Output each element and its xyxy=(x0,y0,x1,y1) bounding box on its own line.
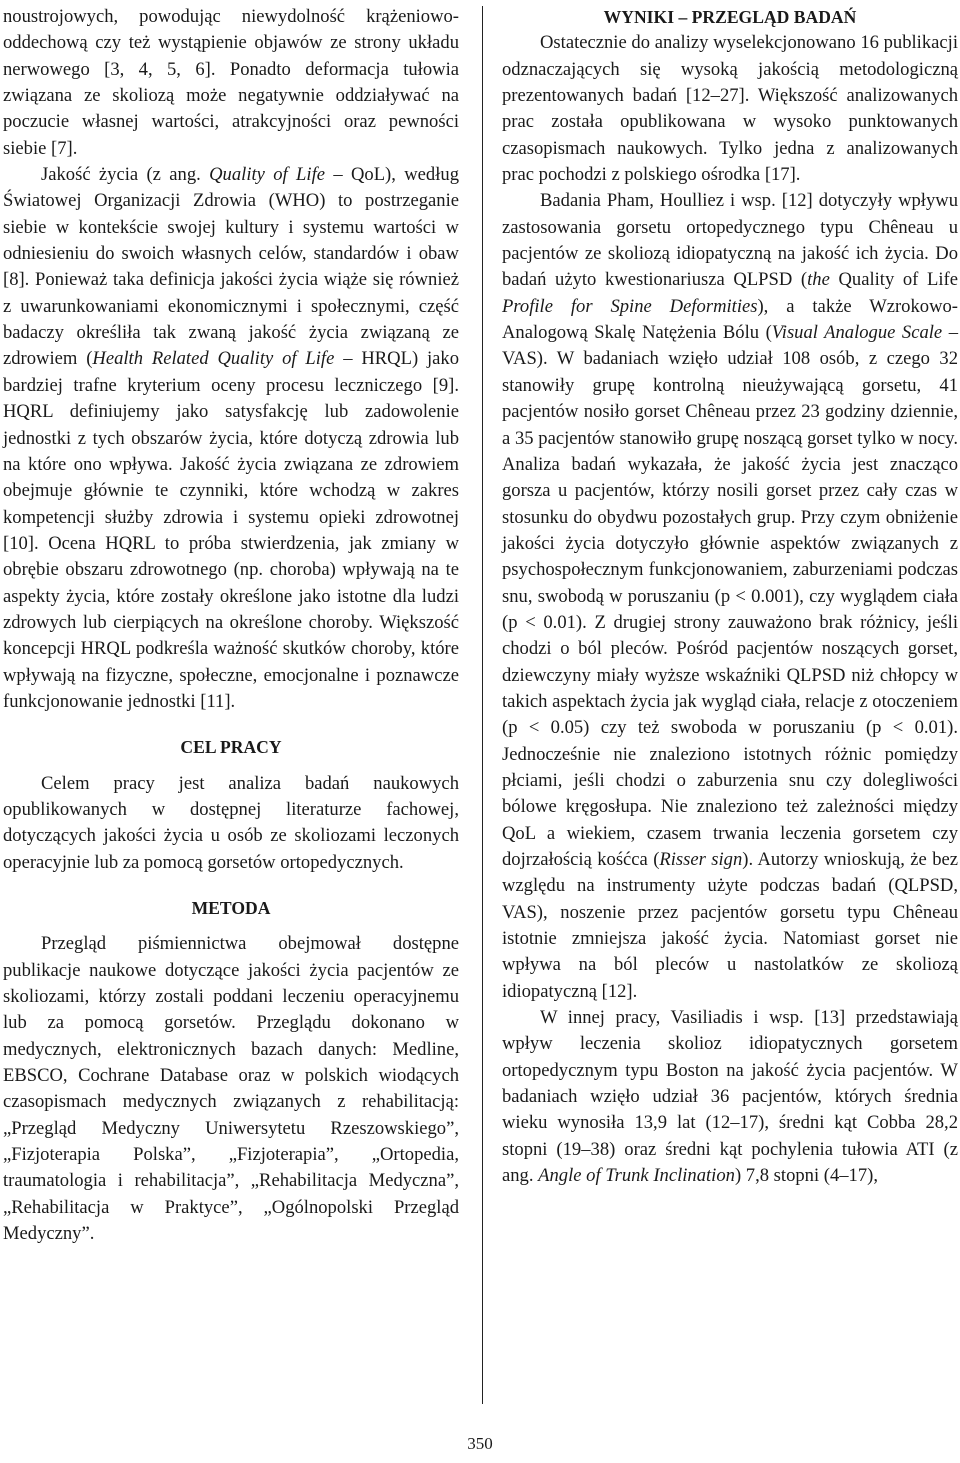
right-column xyxy=(502,4,958,1189)
heading-wyniki: WYNIKI – PRZEGLĄD BADAŃ xyxy=(603,7,857,27)
paragraph-method: Przegląd piśmiennictwa obejmował dostępne publikacje naukowe dotyczące jakości życia pacjentów ze skoliozami, którzy zostali poddani leczeniu operacyjnemu lub za pomocą gorsetów. Przeglądu dokonano w medycznych, elektronicznych bazach danych: Medline, EBSCO, Cochrane Database oraz w polskich wiodących czasopismach medycznych związanych z rehabilitacją: „Przegląd Medyczny Uniwersytetu Rzeszowskiego”, „Fizjoterapia Polska”, „Fizjoterapia”, „Ortopedia, traumatologia i rehabilitacja”, „Rehabilitacja Medyczna”, „Rehabilitacja w Praktyce”, „Ogólnopolski Przegląd Medyczny”. xyxy=(3,933,459,1245)
heading-cel-pracy: CEL PRACY xyxy=(180,737,282,758)
paragraph-aim: Celem pracy jest analiza badań naukowych opublikowanych w dostępnej literaturze fachowej, dotyczących jakości życia u osób ze skoliozami leczonych operacyjnie lub za pomocą gorsetów ortopedycznych. xyxy=(3,772,459,873)
page-number: 350 xyxy=(467,1434,493,1453)
left-column xyxy=(3,4,459,1247)
paragraph-pham-study: Badania Pham, Houlliez i wsp. [12] dotyczyły wpływu zastosowania gorsetu ortopedycznego typu Chêneau u pacjentów ze skoliozą idiopatyczną na jakość ich życia. Do badań użyto kwestionariusza QLPSD (the Quality of Life Profile for Spine Deformities), a także Wzrokowo-Analogową Skalę Natężenia Bólu (Visual Analogue Scale – VAS). W badaniach wzięło udział 108 osób, z czego 32 stanowiły grupę kontrolną nieużywającą gorsetu, 41 pacjentów nosiło gorset Chêneau przez 23 godziny dziennie, a 35 pacjentów stanowiło grupę noszącą gorset tylko w nocy. Analiza badań wykazała, że jakość życia jest znacząco gorsza u pacjentów, którzy nosili gorset przez cały czas w stosunku do obydwu pozostałych grup. Przy czym obniżenie jakości życia dotyczyło głównie aspektów związanych z psychospołecznym funkcjonowaniem, zaburzeniami podczas snu, swobodą w poruszaniu (p < 0.001), czy wyglądem ciała (p < 0.01). Z drugiej strony zauważono brak różnicy, jeśli chodzi o ból pleców. Pośród pacjentów noszących gorset, dziewczyny miały wyższe wskaźniki QLPSD niż chłopcy w takich aspektach życia jak wygląd ciała, relacje z otoczeniem (p < 0.05) czy też swoboda w poruszaniu (p < 0.01). Jednocześnie nie znaleziono istotnych różnic pomiędzy płciami, jeśli chodzi o zaburzenia snu czy dolegliwości bólowe kręgosłupa. Nie znaleziono też zależności między QoL a wiekiem, czasem trwania leczenia gorsetem czy dojrzałością kośćca (Risser sign). Autorzy wnioskują, że bez względu na instrumenty użyte podczas badań (QLPSD, VAS), noszenie przez pacjentów gorsetu typu Chêneau istotnie zmniejsza jakość życia. Natomiast gorset nie wpływa na ból pleców u nastolatków ze skoliozą idiopatyczną [12]. xyxy=(502,190,958,1002)
paragraph-qol-definition: Jakość życia (z ang. Quality of Life – QoL), według Światowej Organizacji Zdrowia (WHO) to postrzeganie siebie w kontekście swojej kultury i systemu wartości w odniesieniu do swoich własnych celów, standardów i obaw [8]. Ponieważ taka definicja jakości życia wiąże się również z uwarunkowaniami ekonomicznymi i społecznymi, część badaczy określiła tak zwaną jakość życia związaną ze zdrowiem (Health Related Quality of Life – HRQL) jako bardziej trafne kryterium oceny procesu leczniczego [9]. HQRL definiujemy jako satysfakcję lub zadowolenie jednostki z tych obszarów życia, które dotyczą zdrowia lub na które ono wpływa. Jakość życia związana ze zdrowiem obejmuje głównie te czynniki, które wchodzą w zakres kompetencji służby zdrowia i systemu opieki zdrowotnej [10]. Ocena HQRL to próba stwierdzenia, jak zmiany w obrębie obszaru zdrowotnego (np. choroba) wpływają na te aspekty życia, które zostały określone jako istotne dla ludzi zdrowych lub cierpiących na określone choroby. Większość koncepcji HRQL podkreśla ważność skutków choroby, które wpływają na fizyczne, społeczne, emocjonalne i poznawcze funkcjonowanie jednostki [11]. xyxy=(3,164,459,712)
paragraph-results-overview: Ostatecznie do analizy wyselekcjonowano 16 publikacji odznaczających się wysoką jakością metodologiczną prezentowanych badań [12–27]. Większość analizowanych prac została opublikowana w wysoko punktowanych czasopismach naukowych. Tylko jedna z analizowanych prac pochodzi z polskiego ośrodka [17]. xyxy=(502,32,958,186)
heading-metoda: METODA xyxy=(191,898,271,918)
paragraph-vasiliadis-study: W innej pracy, Vasiliadis i wsp. [13] przedstawiają wpływ leczenia skolioz idiopatycznych gorsetem ortopedycznym typu Boston na jakość życia pacjentów. W badaniach wzięło udział 36 pacjentów, których średnia wieku wynosiła 13,9 lat (12–17), średni kąt Cobba 28,2 stopni (19–38) oraz średni kąt pochylenia tułowia ATI (z ang. Angle of Trunk Inclination) 7,8 stopni (4–17), xyxy=(502,1007,958,1187)
column-divider xyxy=(482,6,483,1404)
paragraph-intro-continuation: noustrojowych, powodując niewydolność krążeniowo-oddechową czy też wystąpienie objawów ze strony układu nerwowego [3, 4, 5, 6]. Ponadto deformacja tułowia związana ze skoliozą może negatywnie oddziaływać na poczucie własnej wartości, atrakcyjności oraz pewności siebie [7]. xyxy=(3,6,459,159)
